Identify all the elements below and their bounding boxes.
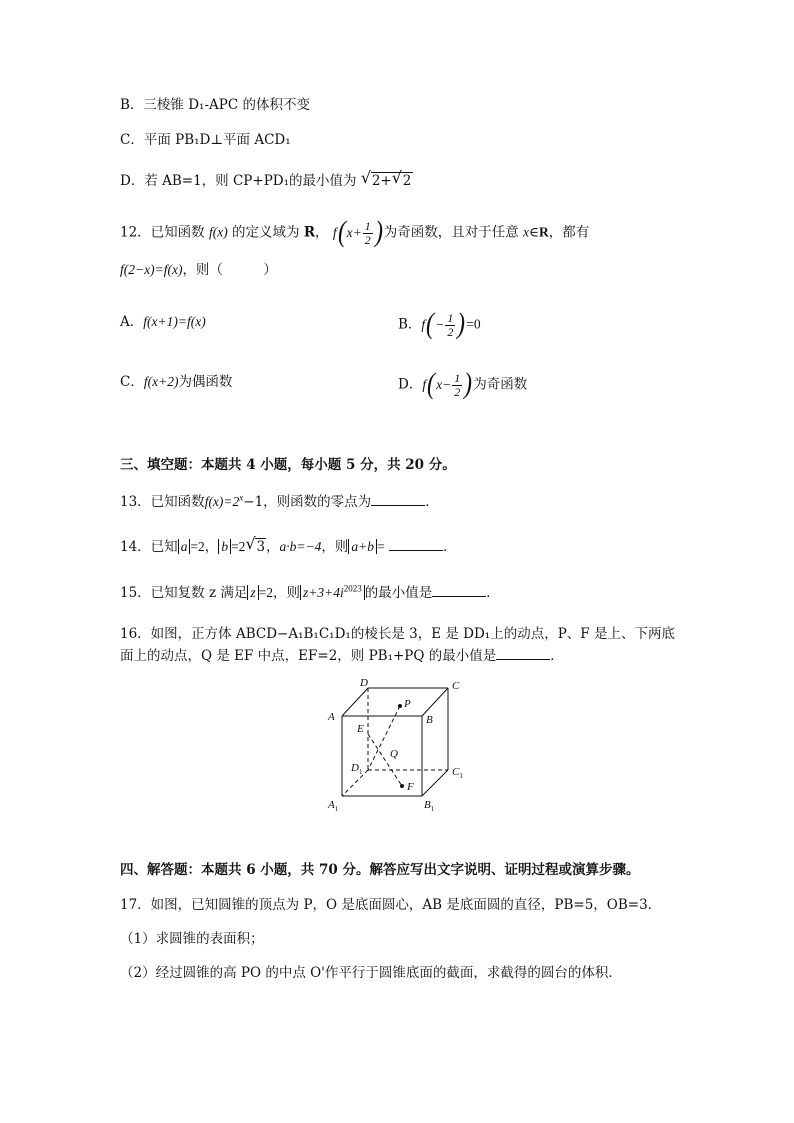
q13-end: ． <box>425 494 439 510</box>
frac-half: $\frac{1}{2}$ <box>364 219 371 247</box>
q14-abs-b: b <box>218 539 231 554</box>
q15-abs-expr: $z+3+4i^{2023}$ <box>300 585 365 600</box>
cube-figure <box>320 676 480 816</box>
q15-tail: 的最小值是 <box>364 585 433 601</box>
q12-option-b-expr: f(− $\frac{1}{2}$ ) <box>421 306 466 340</box>
label-a: A <box>328 711 335 723</box>
q12-options-row1 <box>120 312 206 332</box>
q13-answer-blank[interactable] <box>371 493 425 506</box>
label-p: P <box>404 698 411 710</box>
q14-end: ． <box>442 539 457 555</box>
q17-part1: （1）求圆锥的表面积； <box>120 931 264 947</box>
q14-answer-blank[interactable] <box>389 538 443 551</box>
label-d: D <box>360 677 368 689</box>
section-3-heading: 三、填空题：本题共 4 小题，每小题 5 分，共 20 分。 <box>120 457 456 473</box>
q14-e5: = <box>377 539 385 554</box>
q12-b-eq: =0 <box>466 316 481 332</box>
q13-eq: f(x)=2 <box>204 494 240 509</box>
q12-s4: 为奇函数，且对于任意 <box>383 224 519 241</box>
q12-d-tail: 为奇函数 <box>473 376 528 393</box>
q11-option-c: C．平面 PB₁D⊥平面 ACD₁ <box>120 132 291 148</box>
q12-s1: 12．已知函数 <box>120 224 205 241</box>
label-b1: $B_1$ <box>424 799 435 813</box>
label-d1: $D_1$ <box>351 762 363 776</box>
q16-l2-text: 面上的动点，Q 是 EF 中点，EF=2，则 PB₁+PQ 的最小值是 <box>120 648 497 664</box>
q12-a-label: A． <box>120 314 144 330</box>
q12-s2: 的定义域为 <box>232 224 300 241</box>
q16-answer-blank[interactable] <box>496 647 550 660</box>
q14 <box>120 537 456 557</box>
q12-option-c-expr: f(x+2) <box>143 374 179 389</box>
segment-ef <box>368 734 402 786</box>
label-c: C <box>452 680 460 692</box>
q12-fx: f(x) <box>208 224 228 240</box>
q15-e1: =2，则 <box>258 585 301 600</box>
label-c1: $C_1$ <box>452 766 463 780</box>
q12-stem-line1 <box>120 214 590 248</box>
q17-part2: （2）经过圆锥的高 PO 的中点 O'作平行于圆锥底面的截面，求截得的圆台的体积． <box>120 965 622 981</box>
q11-option-d <box>120 171 413 191</box>
q12-option-d-expr: f(x− $\frac{1}{2}$ ) <box>422 366 473 400</box>
q12-s6: ，则（ ） <box>182 262 277 278</box>
q14-dot: a·b=−4 <box>279 539 322 554</box>
q12-R: R <box>303 224 316 241</box>
q12-option-a: f(x+1)=f(x) <box>143 314 206 329</box>
q12-options-row2 <box>120 372 232 392</box>
q12-c-tail: 为偶函数 <box>178 374 233 390</box>
q12-symmetry: f(2−x)=f(x) <box>120 262 183 277</box>
sqrt-expression <box>361 171 414 191</box>
q15-pre: 15．已知复数 z 满足 <box>120 585 248 601</box>
q14-e1: =2， <box>190 539 219 554</box>
label-f: F <box>407 781 414 793</box>
q15-abs-z: z <box>247 585 258 600</box>
label-q: Q <box>390 748 398 760</box>
q15-answer-blank[interactable] <box>432 584 486 597</box>
q13-pre: 13．已知函数 <box>120 494 205 510</box>
section-4-heading: 四、解答题：本题共 6 小题，共 70 分。解答应写出文字说明、证明过程或演算步骤。 <box>120 862 640 878</box>
q14-abs-sum: a+b <box>348 539 377 554</box>
q12-f-shift: f(x+ $\frac{1}{2}$ ) <box>332 214 383 248</box>
q14-pre: 14．已知 <box>120 539 178 555</box>
label-e: E <box>357 723 364 735</box>
q15-end: ． <box>486 585 500 601</box>
q12-s3: ， <box>315 224 329 241</box>
label-a1: $A_1$ <box>328 799 339 813</box>
q15 <box>120 583 500 603</box>
q12-s5: ，都有 <box>548 224 590 241</box>
q16-line1: 16．如图，正方体 ABCD−A₁B₁C₁D₁的棱长是 3，E 是 DD₁上的动点，P、F 是上、下两底 <box>120 626 675 642</box>
q12-option-d <box>398 366 528 400</box>
q11-option-b: B．三棱锥 D₁-APC 的体积不变 <box>120 97 310 113</box>
q12-b-label: B． <box>398 316 422 333</box>
q14-abs-a: a <box>178 539 191 554</box>
edge-ad <box>342 688 368 716</box>
edge-cb <box>422 688 448 716</box>
q12-c-label: C． <box>120 374 144 390</box>
q12-x-in-R: x∈R <box>523 224 549 240</box>
q16-end: ． <box>550 648 564 664</box>
q14-e4: ，则 <box>321 539 349 555</box>
q14-sqrt3: √ 3 <box>245 537 266 557</box>
radicand-a: 2+ <box>371 173 392 189</box>
q12-d-label: D． <box>398 376 423 393</box>
q14-e3: ， <box>266 539 280 555</box>
edge-c1b1 <box>422 770 448 796</box>
label-b: B <box>426 714 433 726</box>
q12-stem-line2 <box>120 260 277 280</box>
q16-line2 <box>120 646 564 666</box>
q12-option-b <box>398 306 481 340</box>
point-f <box>400 784 404 788</box>
radicand-b: 2 <box>402 173 412 189</box>
inner-sqrt <box>392 171 413 191</box>
point-p <box>398 704 402 708</box>
q14-e2: =2 <box>231 539 246 554</box>
q13 <box>120 492 439 512</box>
q13-tail: −1，则函数的零点为 <box>243 494 372 510</box>
q17-stem: 17．如图，已知圆锥的顶点为 P，O 是底面圆心，AB 是底面圆的直径，PB=5，OB=3． <box>120 897 662 913</box>
q11-option-d-text: D．若 AB=1，则 CP+PD₁的最小值为 <box>120 173 357 189</box>
q13-exp: x <box>239 492 244 503</box>
